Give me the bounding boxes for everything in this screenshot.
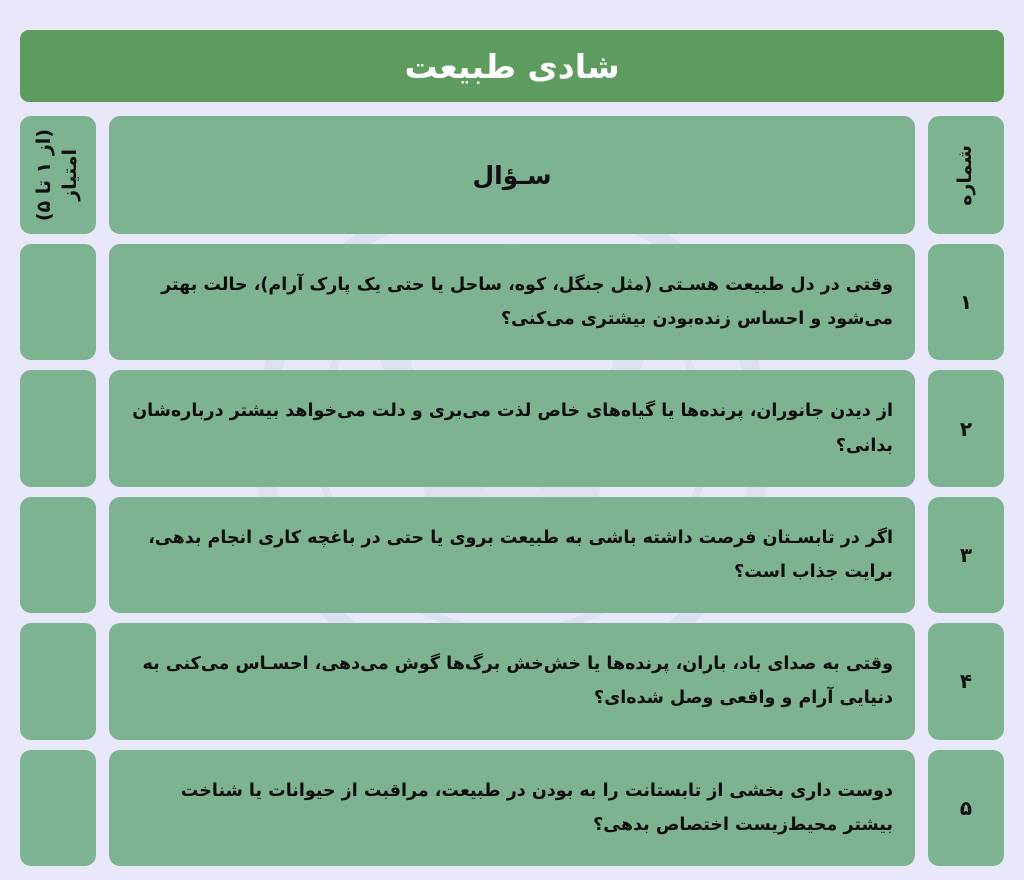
- row-score-cell[interactable]: [20, 497, 96, 613]
- header-cell-score: [20, 116, 96, 234]
- row-question-cell: [109, 623, 915, 739]
- table-header-row: [20, 116, 1004, 234]
- question-text: دوست داری بخشی از تابستانت را به بودن در طبیعت، مراقبت از حیوانات یا شناخت بیشتر محیط‌زیست اختصاص بدهی؟: [180, 780, 893, 835]
- table-row: [20, 370, 1004, 486]
- table-row: [20, 244, 1004, 360]
- header-label-score: امتیاز: [59, 149, 81, 201]
- row-question-cell: [109, 244, 915, 360]
- page-title-banner: [20, 30, 1004, 102]
- question-text: وقتی در دل طبیعت هسـتی (مثل جنگل، کوه، ساحل یا حتی یک پارک آرام)، حالت بهتر می‌شود و احساس زنده‌بودن بیشتری می‌کنی؟: [161, 275, 893, 330]
- row-question-cell: [109, 497, 915, 613]
- row-number: ۴: [959, 669, 973, 694]
- header-cell-question: [109, 116, 915, 234]
- header-label-number: شماره: [954, 144, 977, 206]
- score-input[interactable]: [20, 623, 96, 739]
- row-number-cell: [928, 244, 1004, 360]
- header-cell-number: [928, 116, 1004, 234]
- score-input[interactable]: [20, 244, 96, 360]
- row-number: ۳: [959, 543, 973, 568]
- page-title: شادی طبیعت: [404, 46, 620, 86]
- question-text: اگر در تابسـتان فرصت داشته باشی به طبیعت بروی یا حتی در باغچه کاری انجام بدهی، برایت جذاب است؟: [148, 527, 893, 583]
- question-text: از دیدن جانوران، پرنده‌ها یا گیاه‌های خاص لذت می‌بری و دلت می‌خواهد بیشتر درباره‌شان بدانی؟: [132, 401, 893, 456]
- row-number-cell: [928, 497, 1004, 613]
- row-number-cell: [928, 370, 1004, 486]
- row-question-cell: [109, 370, 915, 486]
- score-input[interactable]: [20, 750, 96, 866]
- table-row: [20, 750, 1004, 866]
- question-text: وقتی به صدای باد، باران، پرنده‌ها یا خش‌خش برگ‌ها گوش می‌دهی، احسـاس می‌کنی به دنیایی آرام و واقعی وصل شده‌ای؟: [142, 654, 893, 709]
- row-question-cell: [109, 750, 915, 866]
- table-row: [20, 623, 1004, 739]
- row-score-cell[interactable]: [20, 623, 96, 739]
- row-score-cell[interactable]: [20, 370, 96, 486]
- table-row: [20, 497, 1004, 613]
- score-input[interactable]: [20, 370, 96, 486]
- header-label-score-range: (از ۱ تا ۵): [33, 128, 56, 222]
- row-number-cell: [928, 623, 1004, 739]
- header-label-question: سـؤال: [472, 160, 552, 190]
- row-number: ۲: [959, 416, 973, 441]
- header-label-score-group: [33, 129, 83, 221]
- score-input[interactable]: [20, 497, 96, 613]
- questions-table: [20, 116, 1004, 866]
- row-score-cell[interactable]: [20, 750, 96, 866]
- row-number-cell: [928, 750, 1004, 866]
- row-score-cell[interactable]: [20, 244, 96, 360]
- row-number: ۵: [959, 795, 973, 820]
- row-number: ۱: [959, 290, 973, 315]
